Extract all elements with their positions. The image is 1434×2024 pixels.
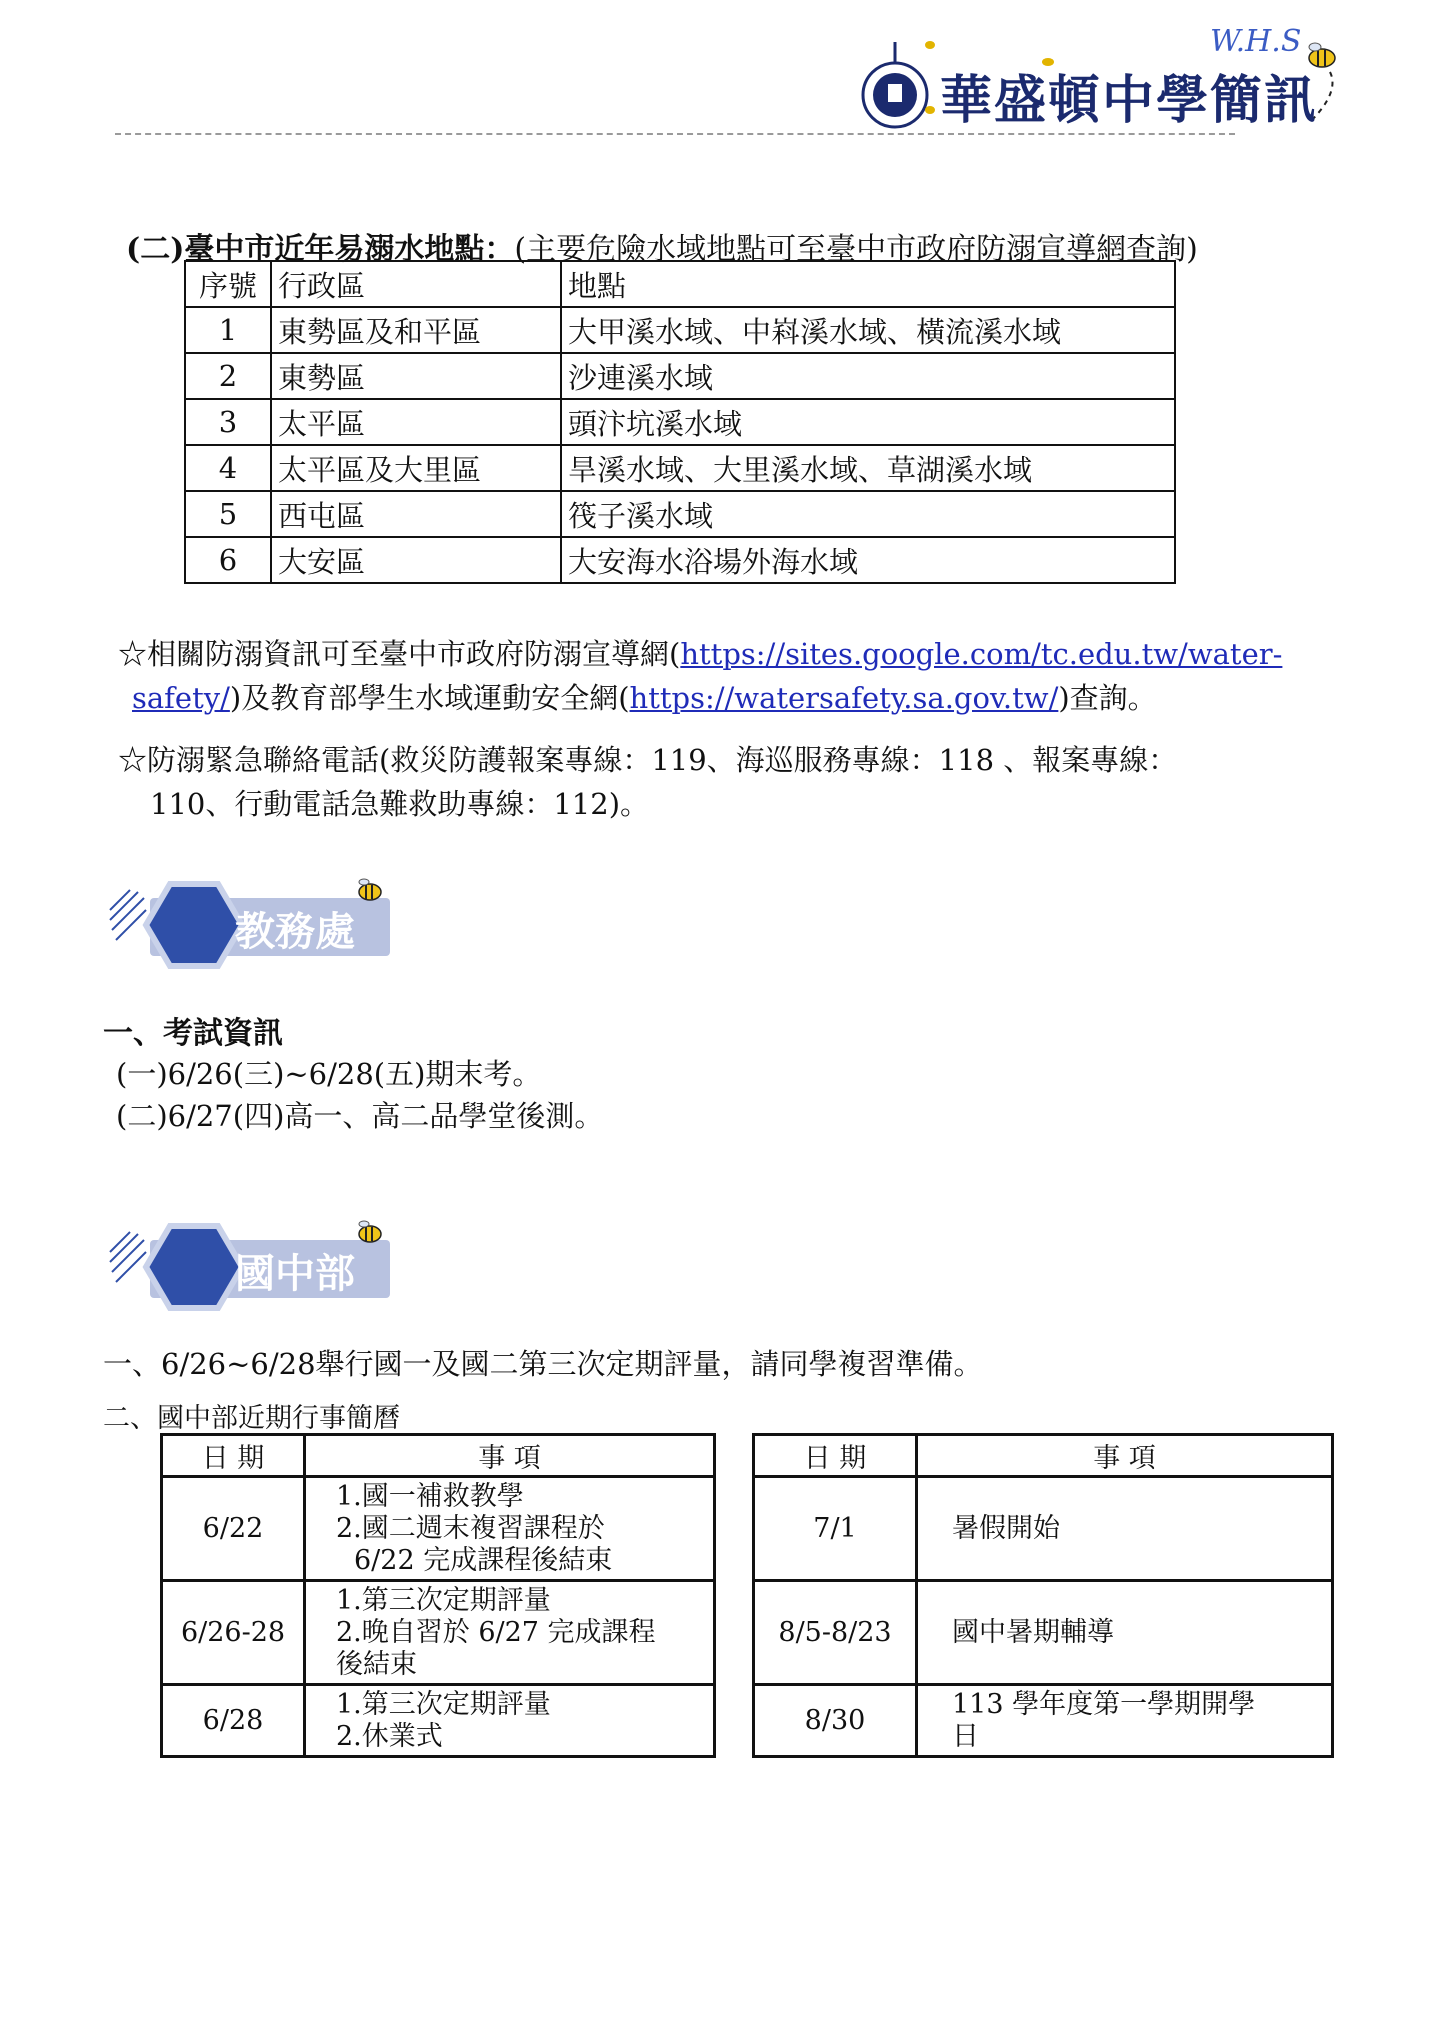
- cell-items: [917, 1581, 1333, 1685]
- cell-place: 大安海水浴場外海水域: [561, 537, 1175, 583]
- table-row: [185, 537, 1175, 583]
- exam-item: (二)6/27(四)高一、高二品學堂後測。: [116, 1099, 604, 1133]
- star-icon: ☆: [118, 743, 148, 777]
- table-row: [185, 491, 1175, 537]
- cell-place: 筏子溪水域: [561, 491, 1175, 537]
- item-line: 1.第三次定期評量: [336, 1584, 551, 1616]
- bee-icon: [359, 1221, 381, 1242]
- header-whs: W.H.S: [1210, 24, 1302, 59]
- cell-items: [917, 1685, 1333, 1757]
- note-text: )及教育部學生水域運動安全網(: [229, 681, 630, 715]
- header-cell-number: 序號: [185, 261, 271, 307]
- table-row: [162, 1685, 715, 1757]
- moe-water-safety-link[interactable]: https://watersafety.sa.gov.tw/: [629, 681, 1059, 715]
- note-text: 相關防溺資訊可至臺中市政府防溺宣導網(: [147, 637, 681, 671]
- cell-district: 太平區: [271, 399, 561, 445]
- cell-district: 東勢區: [271, 353, 561, 399]
- cell-district: 太平區及大里區: [271, 445, 561, 491]
- emergency-line-2: 110、行動電話急難救助專線：112)。: [150, 787, 650, 821]
- cell-date: 8/5-8/23: [754, 1581, 917, 1685]
- table-header-row: [162, 1435, 715, 1477]
- cell-date: 6/26-28: [162, 1581, 305, 1685]
- item-line: 後結束: [336, 1648, 417, 1680]
- table-row: [162, 1477, 715, 1581]
- item-line: 1.第三次定期評量: [336, 1688, 551, 1720]
- water-safety-link-cont[interactable]: safety/: [132, 681, 230, 715]
- academic-affairs-badge: [100, 870, 420, 980]
- header-cell-items: 事 項: [305, 1435, 715, 1477]
- cell-number: 1: [185, 307, 271, 353]
- table-row: [754, 1477, 1333, 1581]
- table-header-row: [185, 261, 1175, 307]
- item-line: 2.休業式: [336, 1720, 443, 1752]
- cell-items: [917, 1477, 1333, 1581]
- cell-place: 大甲溪水域、中嵙溪水域、橫流溪水域: [561, 307, 1175, 353]
- table-row: [185, 353, 1175, 399]
- drowning-locations-table: [184, 260, 1176, 584]
- cell-place: 沙連溪水域: [561, 353, 1175, 399]
- calendar-table-left: [160, 1433, 716, 1758]
- cell-place: 頭汴坑溪水域: [561, 399, 1175, 445]
- star-icon: ☆: [118, 637, 148, 671]
- cell-items: [305, 1581, 715, 1685]
- header-cell-items: 事 項: [917, 1435, 1333, 1477]
- header-brand-title: 華盛頓中學簡訊: [940, 71, 1319, 131]
- item-line: 2.晚自習於 6/27 完成課程: [336, 1616, 656, 1648]
- item-line: 國中暑期輔導: [952, 1616, 1114, 1648]
- cell-date: 6/22: [162, 1477, 305, 1581]
- item-line: 2.國二週末複習課程於: [336, 1512, 605, 1544]
- exam-item: (一)6/26(三)~6/28(五)期末考。: [116, 1057, 542, 1091]
- header-divider: [115, 133, 1235, 135]
- cell-district: 西屯區: [271, 491, 561, 537]
- item-line: 暑假開始: [952, 1512, 1060, 1544]
- table-row: [754, 1685, 1333, 1757]
- cell-number: 2: [185, 353, 271, 399]
- cell-items: [305, 1685, 715, 1757]
- drowning-title: (二)臺中市近年易溺水地點：: [126, 232, 515, 267]
- cell-district: 大安區: [271, 537, 561, 583]
- item-line: 日: [952, 1720, 979, 1752]
- table-row: [185, 445, 1175, 491]
- cell-district: 東勢區及和平區: [271, 307, 561, 353]
- cell-date: 8/30: [754, 1685, 917, 1757]
- header-cell-date: 日 期: [162, 1435, 305, 1477]
- cell-number: 4: [185, 445, 271, 491]
- item-line: 6/22 完成課程後結束: [354, 1544, 613, 1576]
- calendar-table-right: [752, 1433, 1334, 1758]
- table-header-row: [754, 1435, 1333, 1477]
- note-text: )查詢。: [1058, 681, 1157, 715]
- academic-affairs-label: 教務處: [235, 909, 355, 955]
- bee-icon: [359, 879, 381, 900]
- water-safety-link[interactable]: https://sites.google.com/tc.edu.tw/water-: [680, 637, 1283, 671]
- header-cell-date: 日 期: [754, 1435, 917, 1477]
- table-row: [754, 1581, 1333, 1685]
- cell-date: 7/1: [754, 1477, 917, 1581]
- cell-date: 6/28: [162, 1685, 305, 1757]
- exam-info-heading: 一、考試資訊: [103, 1016, 283, 1051]
- junior-high-badge: [100, 1212, 420, 1322]
- table-row: [185, 307, 1175, 353]
- junior-item-2: 二、國中部近期行事簡曆: [103, 1403, 400, 1434]
- item-line: 1.國一補救教學: [336, 1480, 524, 1512]
- header-cell-place: 地點: [561, 261, 1175, 307]
- junior-item-1: 一、6/26~6/28舉行國一及國二第三次定期評量，請同學複習準備。: [103, 1347, 983, 1381]
- cell-number: 5: [185, 491, 271, 537]
- table-row: [185, 399, 1175, 445]
- emergency-line-1: 防溺緊急聯絡電話(救災防護報案專線：119、海巡服務專線：118 、報案專線：: [147, 743, 1178, 777]
- emergency-note: [118, 738, 1358, 826]
- header-cell-district: 行政區: [271, 261, 561, 307]
- cell-place: 旱溪水域、大里溪水域、草湖溪水域: [561, 445, 1175, 491]
- cell-number: 3: [185, 399, 271, 445]
- resource-note: [118, 632, 1338, 720]
- cell-number: 6: [185, 537, 271, 583]
- table-row: [162, 1581, 715, 1685]
- cell-items: [305, 1477, 715, 1581]
- junior-high-label: 國中部: [235, 1251, 355, 1297]
- item-line: 113 學年度第一學期開學: [952, 1688, 1256, 1720]
- drowning-subtitle: (主要危險水域地點可至臺中市政府防溺宣導網查詢): [514, 232, 1198, 267]
